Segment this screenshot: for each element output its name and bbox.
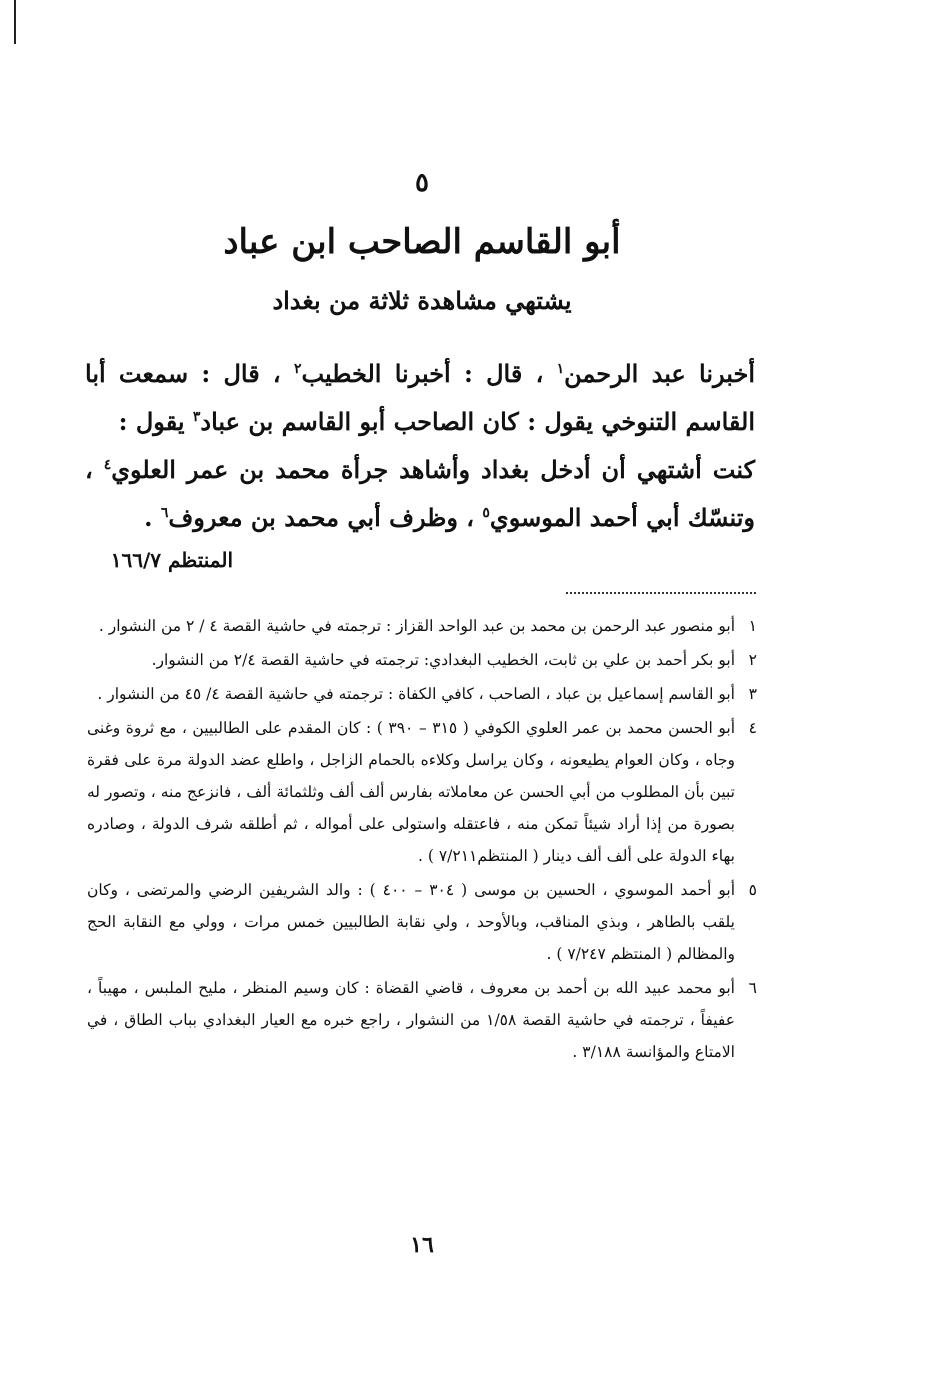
- footnote-item: [87, 874, 757, 970]
- footnote-text: أبو منصور عبد الرحمن بن محمد بن عبد الواحد القزاز : ترجمته في حاشية القصة ٤ / ٢ من النشوار .: [98, 617, 735, 635]
- story-number: ٥: [415, 168, 429, 198]
- footnote-ref: ٦: [160, 505, 169, 521]
- footnotes-list: [87, 610, 757, 1070]
- body-text-segment: ، قال : سمعت أبا القاسم التنوخي يقول : كان الصاحب أبو القاسم بن عباد: [85, 359, 755, 436]
- page-number: ١٦: [410, 1232, 434, 1258]
- body-text-segment: ، قال : أخبرنا الخطيب: [301, 359, 557, 388]
- body-text-segment: يقول :: [118, 407, 193, 436]
- footnote-text: أبو بكر أحمد بن علي بن ثابت، الخطيب البغدادي: ترجمته في حاشية القصة ٢/٤ من النشوار.: [151, 651, 735, 669]
- body-text-segment: ، وظرف أبي محمد بن معروف: [168, 503, 483, 532]
- story-subtitle: يشتهي مشاهدة ثلاثة من بغداد: [272, 286, 572, 315]
- footnote-number: ٥: [748, 881, 757, 899]
- footnote-number: ٣: [748, 685, 757, 703]
- footnote-ref: ١: [556, 361, 565, 377]
- footnote-item: [87, 972, 757, 1068]
- scan-edge-mark: [14, 0, 16, 44]
- footnote-text: أبو محمد عبيد الله بن أحمد بن معروف ، قاضي القضاة : كان وسيم المنظر ، مليح الملبس ، مهيباً ، عفيفاً ، ترجمته في حاشية القصة ١/٥٨ من النشوار ، راجع خبره مع العيار البغدادي بباب الطاق ، في الامتاع والمؤانسة ٣/١٨٨ .: [87, 979, 735, 1061]
- body-text-segment: أخبرنا عبد الرحمن: [564, 359, 755, 388]
- footnote-number: ٢: [748, 651, 757, 669]
- story-body: [85, 350, 755, 542]
- story-title: أبو القاسم الصاحب ابن عباد: [223, 222, 621, 262]
- footnote-item: [87, 678, 757, 710]
- footnote-item: [87, 610, 757, 642]
- body-paragraph-2: [85, 446, 755, 542]
- body-paragraph-1: [85, 350, 755, 446]
- body-text-segment: ، وتنسّك أبي أحمد الموسوي: [85, 455, 755, 532]
- footnote-ref: ٢: [293, 361, 302, 377]
- footnote-text: أبو القاسم إسماعيل بن عباد ، الصاحب ، كافي الكفاة : ترجمته في حاشية القصة ٤/ ٤٥ من النشوار .: [97, 685, 735, 703]
- footnote-number: ٦: [748, 979, 757, 997]
- footnote-number: ١: [748, 617, 757, 635]
- source-citation: المنتظم ١٦٦/٧: [110, 548, 233, 572]
- footnote-number: ٤: [748, 719, 757, 737]
- footnote-ref: ٣: [192, 409, 201, 425]
- footnote-text: أبو الحسن محمد بن عمر العلوي الكوفي ( ٣١٥ – ٣٩٠ ) : كان المقدم على الطالبيين ، مع ثروة وغنى وجاه ، وكان العوام يطيعونه ، وكان يراسل وكلاءه بالحمام الزاجل ، واطلع عضد الدولة مرة على فقرة تبين بأن المطلوب من أبي الحسن عن معاملاته بفارس ألف ألف وثلثمائة ألف ، فانزعج منه ، وتصور له بصورة من إذا أراد شيئاً تمكن منه ، فاعتقله واستولى على أمواله ، ثم أطلقه شرف الدولة ، وصادره بهاء الدولة على ألف ألف دينار ( المنتظم٧/٢١١ ) .: [87, 719, 736, 865]
- footnote-item: [87, 644, 757, 676]
- footnote-text: أبو أحمد الموسوي ، الحسين بن موسى ( ٣٠٤ – ٤٠٠ ) : والد الشريفين الرضي والمرتضى ، وكان يلقب بالطاهر ، وبذي المناقب، وبالأوحد ، ولي نقابة الطالبيين خمس مرات ، وولي مع النقابة الحج والمظالم ( المنتظم ٧/٢٤٧ ) .: [87, 881, 735, 963]
- footnote-item: [87, 712, 757, 872]
- body-text-segment: كنت أشتهي أن أدخل بغداد وأشاهد جرأة محمد بن عمر العلوي: [111, 455, 755, 484]
- footnote-ref: ٤: [103, 457, 112, 473]
- footnote-ref: ٥: [482, 505, 490, 521]
- body-text-segment: .: [144, 503, 161, 532]
- footnote-divider: [566, 592, 756, 594]
